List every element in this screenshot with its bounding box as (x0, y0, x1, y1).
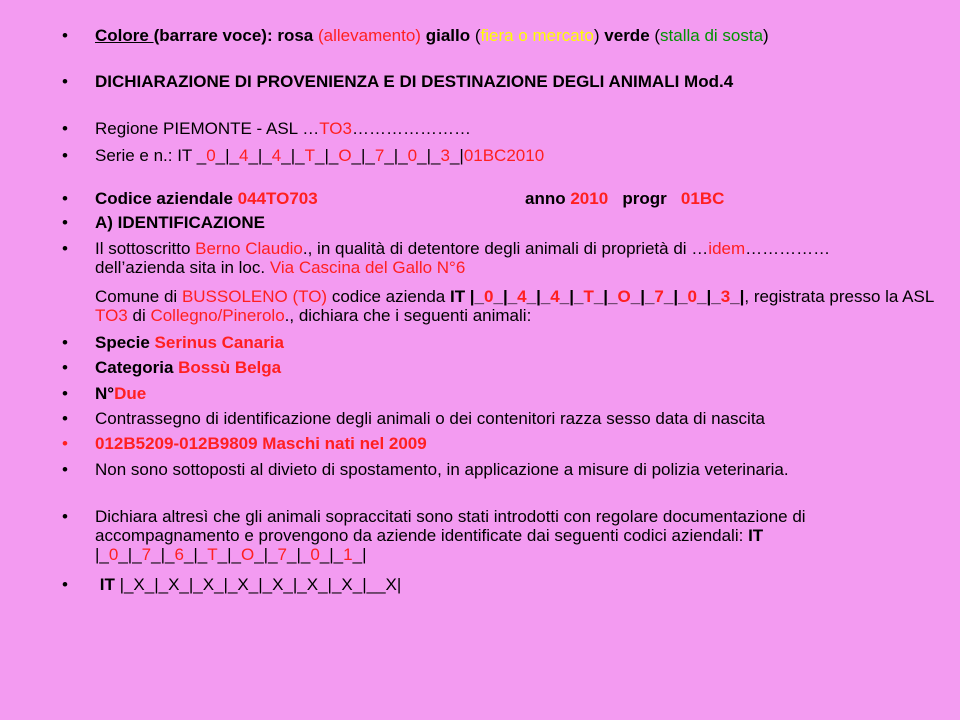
text: |_X_|_X_|_X_|_X_|_X_|_X_|_X_|__X| (119, 575, 402, 594)
text: 7 (141, 545, 152, 564)
text: Colore (95, 26, 154, 45)
text: _| (449, 146, 464, 165)
species-line (95, 333, 945, 352)
text: _|_ (630, 287, 655, 306)
text: 4 (550, 287, 560, 306)
text: progr (608, 189, 681, 208)
text: 0 (407, 146, 418, 165)
text: 0 (108, 545, 119, 564)
text: _|_ (493, 287, 518, 306)
text: 1 (343, 545, 353, 564)
text: ., dichiara che i seguenti animali: (284, 306, 532, 325)
text: _|_ (319, 545, 344, 564)
bullet: • (62, 358, 68, 377)
text: di (127, 306, 151, 325)
text: codice azienda (327, 287, 450, 306)
text: _|_ (287, 545, 311, 564)
bullet: • (62, 239, 68, 258)
bullet: • (62, 575, 68, 594)
text: T (304, 146, 315, 165)
text: dell’azienda sita in loc. (95, 258, 270, 277)
text: rosa (277, 26, 318, 45)
color-selection-line (95, 26, 945, 45)
text: Via Cascina del Gallo N°6 (269, 258, 466, 277)
text: idem (708, 239, 746, 258)
text: _|_ (151, 545, 175, 564)
text: 0 (484, 287, 494, 306)
text: Comune di (95, 287, 182, 306)
region-line (95, 119, 945, 138)
text: _|_ (215, 146, 239, 165)
text: Serinus Canaria (154, 333, 284, 352)
number-line (95, 384, 945, 403)
category-line (95, 358, 945, 377)
text: (allevamento) (317, 26, 421, 45)
section-identification: A) IDENTIFICAZIONE (95, 213, 265, 232)
identification-mark-line: Contrassegno di identificazione degli animali o dei contenitori razza sesso data di nascita (95, 409, 765, 428)
bullet: • (62, 119, 68, 138)
bullet: • (62, 189, 68, 208)
text: Due (114, 384, 147, 403)
bullet: • (62, 146, 68, 165)
text: 3 (720, 287, 731, 306)
text: 4 (239, 146, 249, 165)
text: _|_ (118, 545, 142, 564)
municipality-line (95, 287, 945, 325)
text: ( (474, 26, 481, 45)
text: 4 (517, 287, 527, 306)
text: 0 (687, 287, 698, 306)
text: _| (730, 287, 745, 306)
text: BUSSOLENO (TO) (181, 287, 328, 306)
text: 4 (271, 146, 282, 165)
text: T (207, 545, 218, 564)
text: Specie (95, 333, 155, 352)
text: ( (654, 26, 661, 45)
text: N° (95, 384, 115, 403)
text: verde (604, 26, 655, 45)
text: _|_ (663, 287, 688, 306)
text: _|_ (314, 146, 339, 165)
text: ) (593, 26, 605, 45)
text: _|_ (217, 545, 241, 564)
text: O (617, 287, 631, 306)
text: 7 (654, 287, 664, 306)
text: fiera o mercato (480, 26, 594, 45)
provenance-line (95, 507, 943, 564)
text: anno (525, 189, 571, 208)
text: IT (95, 575, 120, 594)
text: IT (748, 526, 764, 545)
ring-codes-line: 012B5209-012B9809 Maschi nati nel 2009 (95, 434, 427, 453)
movement-ban-line: Non sono sottoposti al divieto di spostamento, in applicazione a misure di polizia veterinaria. (95, 460, 789, 479)
text: _|_ (248, 146, 272, 165)
text: 044TO703 (237, 189, 318, 208)
text: Regione PIEMONTE - ASL … (95, 119, 320, 138)
text: 01BC (680, 189, 725, 208)
text: _|_ (697, 287, 721, 306)
text: stalla di sosta (660, 26, 764, 45)
text: ………………… (352, 119, 471, 138)
text: Categoria (95, 358, 179, 377)
text: 3 (440, 146, 450, 165)
text: _|_ (384, 146, 408, 165)
text: 2010 (570, 189, 609, 208)
text: TO3 (95, 306, 128, 325)
text: 6 (174, 545, 184, 564)
text: _|_ (281, 146, 305, 165)
text: Codice aziendale (95, 189, 238, 208)
farm-code-line (95, 189, 945, 208)
bullet: • (62, 434, 68, 453)
bullet: • (62, 384, 68, 403)
text: _|_ (526, 287, 551, 306)
text: ., in qualità di detentore degli animali di proprietà di … (302, 239, 709, 258)
text: _|_ (593, 287, 618, 306)
declaration-title: DICHIARAZIONE DI PROVENIENZA E DI DESTINAZIONE DEGLI ANIMALI Mod.4 (95, 72, 734, 91)
bullet: • (62, 213, 68, 232)
text: Berno Claudio (195, 239, 303, 258)
text: O (338, 146, 352, 165)
text: _| (352, 545, 367, 564)
text: 7 (374, 146, 385, 165)
text: _|_ (254, 545, 278, 564)
text: TO3 (319, 119, 352, 138)
text: 0 (310, 545, 320, 564)
series-number-line (95, 146, 945, 165)
text: _|_ (351, 146, 375, 165)
text: Serie e n.: IT _ (95, 146, 207, 165)
text: IT |_ (449, 287, 485, 306)
text: , registrata presso la ASL (744, 287, 934, 306)
text: Dichiara altresì che gli animali sopraccitati sono stati introdotti con regolare documentazione di accompagnamento e provengono da aziende identificate dai seguenti codici aziendali: (95, 507, 806, 545)
text: Bossù Belga (178, 358, 282, 377)
bullet: • (62, 333, 68, 352)
owner-line (95, 239, 945, 277)
text: |_ (95, 545, 109, 564)
it-code-line (95, 575, 945, 594)
text: ) (763, 26, 769, 45)
text: Collegno/Pinerolo (150, 306, 285, 325)
bullet: • (62, 26, 68, 45)
text: O (240, 545, 255, 564)
bullet: • (62, 507, 68, 526)
text: 7 (277, 545, 288, 564)
text: _|_ (417, 146, 441, 165)
bullet: • (62, 409, 68, 428)
bullet: • (62, 460, 68, 479)
text: (barrare voce): (153, 26, 278, 45)
bullet: • (62, 72, 68, 91)
text: 0 (206, 146, 216, 165)
text: 01BC2010 (463, 146, 545, 165)
text: _|_ (183, 545, 208, 564)
text: T (583, 287, 594, 306)
text: …………… (745, 239, 831, 258)
text: giallo (420, 26, 475, 45)
text: Il sottoscritto (95, 239, 196, 258)
text: _|_ (559, 287, 584, 306)
